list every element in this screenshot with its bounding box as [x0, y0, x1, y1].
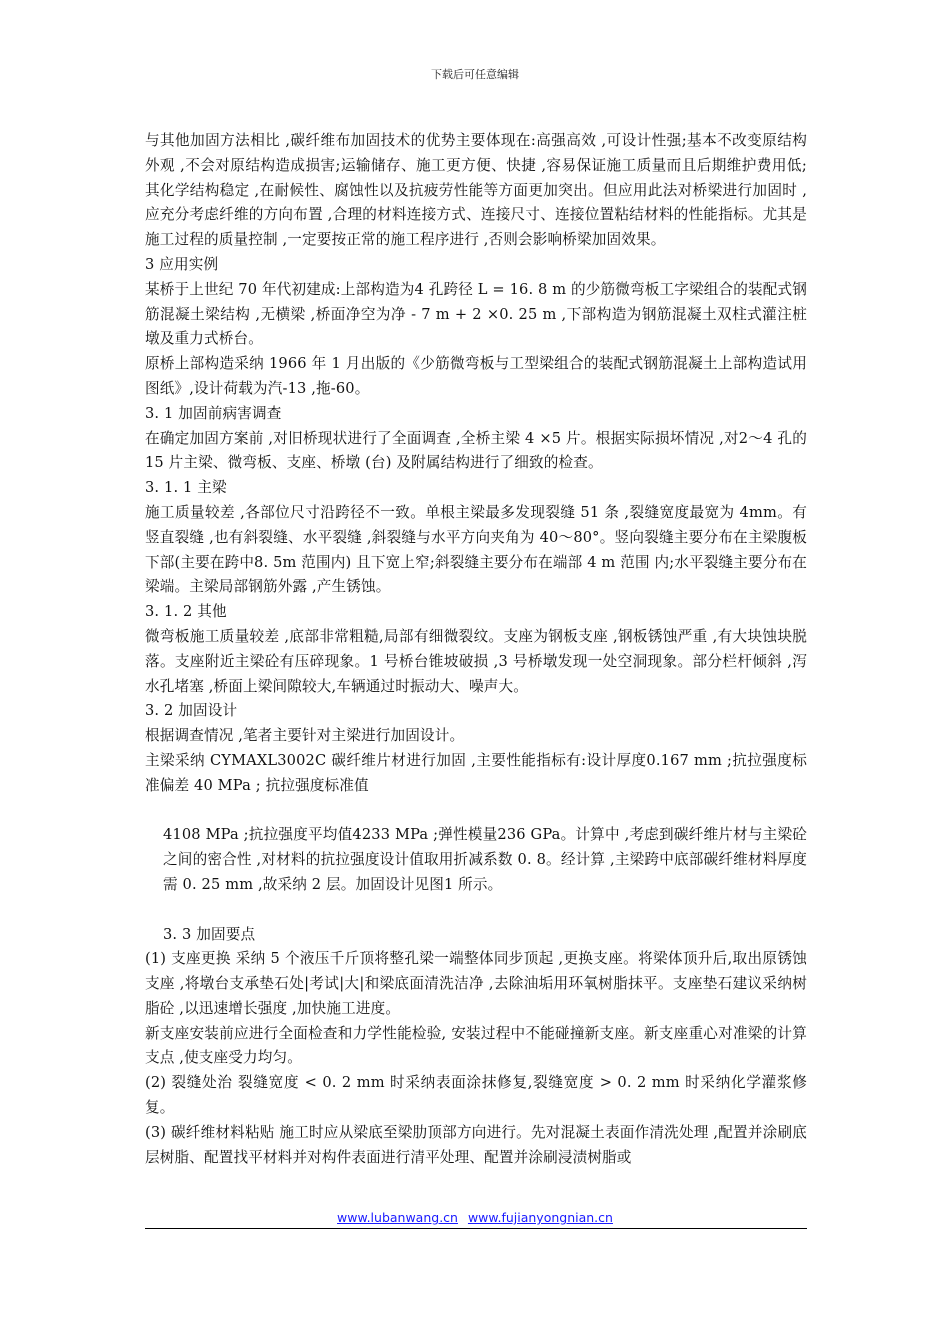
footer-link-lubanwang[interactable]: www.lubanwang.cn	[337, 1210, 458, 1225]
paragraph-new-bearing: 新支座安装前应进行全面检查和力学性能检验, 安装过程中不能碰撞新支座。新支座重心对准梁的计算支点 ,使支座受力均匀。	[145, 1024, 807, 1067]
paragraph-other-damage: 微弯板施工质量较差 ,底部非常粗糙,局部有细微裂纹。支座为钢板支座 ,钢板锈蚀严重 ,有大块蚀块脱落。支座附近主梁砼有压碎现象。1 号桥台锥坡破损 ,3 号桥墩发现一处空洞现象。部分栏杆倾斜 ,泻水孔堵塞 ,桥面上梁间隙较大,车辆通过时振动大、噪声大。	[145, 627, 807, 695]
paragraph-original-design: 原桥上部构造采纳 1966 年 1 月出版的《少筋微弯板与工型梁组合的装配式钢筋混凝土上部构造试用图纸》,设计荷载为汽-13 ,拖-60。	[145, 355, 807, 397]
paragraph-survey: 在确定加固方案前 ,对旧桥现状进行了全面调查 ,全桥主梁 4 ×5 片。根据实际损坏情况 ,对2～4 孔的 15 片主梁、微弯板、支座、桥墩 (台) 及附属结构进行了细致的检查。	[145, 429, 807, 472]
paragraph-main-beam: 施工质量较差 ,各部位尺寸沿跨径不一致。单根主梁最多发现裂缝 51 条 ,裂缝宽度最宽为 4mm。有竖直裂缝 ,也有斜裂缝、水平裂缝 ,斜裂缝与水平方向夹角为 40～80°。竖向裂缝主要分布在主梁腹板下部(主要在跨中8. 5m 范围内) 且下宽上窄;斜裂缝主要分布在端部 4 m 范围 内;水平裂缝主要分布在梁端。主梁局部钢筋外露 ,产生锈蚀。	[145, 503, 807, 596]
paragraph-advantages: 与其他加固方法相比 ,碳纤维布加固技术的优势主要体现在:高强高效 ,可设计性强;基本不改变原结构外观 ,不会对原结构造成损害;运输储存、施工更方便、快捷 ,容易保证施工质量而且后期维护费用低;其化学结构稳定 ,在耐候性、腐蚀性以及抗疲劳性能等方面更加突出。但应用此法对桥梁进行加固时 ,应充分考虑纤维的方向布置 ,合理的材料连接方式、连接尺寸、连接位置粘结材料的性能指标。尤其是施工过程的质量控制 ,一定要按正常的施工程序进行 ,否则会影响桥梁加固效果。	[145, 132, 807, 249]
section-heading-3-1-1: 3. 1. 1 主梁	[145, 479, 227, 497]
footer-links	[0, 1210, 950, 1225]
paragraph-bearing-replacement: (1) 支座更换 采纳 5 个液压千斤顶将整孔梁一端整体同步顶起 ,更换支座。将梁体顶升后,取出原锈蚀支座 ,将墩台支承垫石处|考试|大|和梁底面清洗洁净 ,去除油垢用环氧树脂抹平。支座垫石建议采纳树脂砼 ,以迅速增长强度 ,加快施工进度。	[145, 950, 807, 1017]
paragraph-design-intro: 根据调查情况 ,笔者主要针对主梁进行加固设计。	[145, 727, 465, 745]
paragraph-material-spec: 主梁采纳 CYMAXL3002C 碳纤维片材进行加固 ,主要性能指标有:设计厚度0.167 mm ;抗拉强度标准偏差 40 MPa ; 抗拉强度标准值	[145, 751, 807, 794]
section-heading-3-2: 3. 2 加固设计	[145, 702, 238, 720]
paragraph-bridge-overview: 某桥于上世纪 70 年代初建成:上部构造为4 孔跨径 L = 16. 8 m 的少筋微弯板工字梁组合的装配式钢筋混凝土梁结构 ,无横梁 ,桥面净空为净 - 7 m + 2 ×0. 25 m ,下部构造为钢筋混凝土双柱式灌注桩墩及重力式桥台。	[145, 280, 807, 348]
blank-line	[145, 799, 807, 824]
paragraph-cfrp-bonding: (3) 碳纤维材料粘贴 施工时应从梁底至梁肋顶部方向进行。先对混凝土表面作清洗处理 ,配置并涂刷底层树脂、配置找平材料并对构件表面进行清平处理、配置并涂刷浸渍树脂或	[145, 1123, 807, 1166]
footer-link-fujianyongnian[interactable]: www.fujianyongnian.cn	[467, 1210, 613, 1225]
paragraph-crack-treatment: (2) 裂缝处治 裂缝宽度 < 0. 2 mm 时采纳表面涂抹修复,裂缝宽度 > 0. 2 mm 时采纳化学灌浆修复。	[145, 1074, 807, 1117]
paragraph-material-calc: 4108 MPa ;抗拉强度平均值4233 MPa ;弹性模量236 GPa。计算中 ,考虑到碳纤维片材与主梁砼之间的密合性 ,对材料的抗拉强度设计值取用折减系数 0. 8。经计算 ,主梁跨中底部碳纤维材料厚度需 0. 25 mm ,故采纳 2 层。加固设计见图1 所示。	[163, 826, 807, 893]
section-heading-3: 3 应用实例	[145, 255, 219, 273]
section-heading-3-1: 3. 1 加固前病害调查	[145, 404, 282, 422]
document-body	[145, 129, 807, 1170]
section-heading-3-1-2: 3. 1. 2 其他	[145, 603, 227, 621]
blank-line	[145, 898, 807, 923]
footer-divider	[145, 1228, 807, 1229]
section-heading-3-3: 3. 3 加固要点	[163, 925, 256, 943]
page-header: 下载后可任意编辑	[431, 68, 519, 81]
